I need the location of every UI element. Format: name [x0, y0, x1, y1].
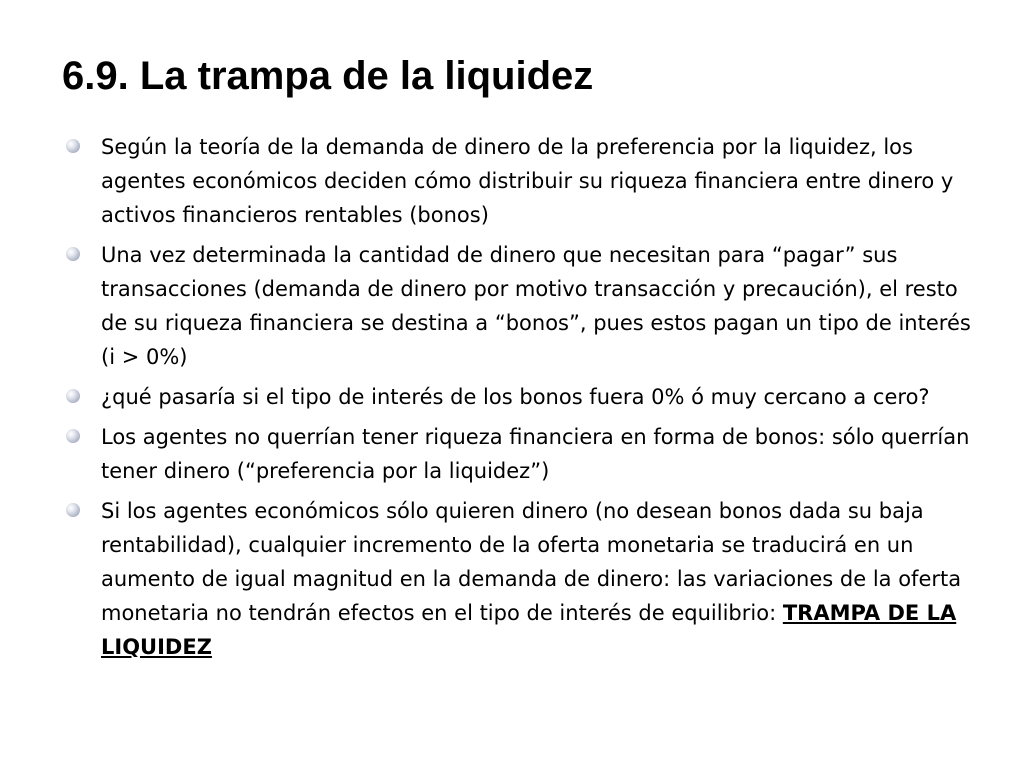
bullet-dot-icon — [66, 389, 80, 403]
bullet-dot-icon — [66, 139, 80, 153]
bullet-item — [62, 494, 982, 664]
bullet-text: Según la teoría de la demanda de dinero de la preferencia por la liquidez, los agentes económicos deciden cómo distribuir su riqueza financiera entre dinero y activos financieros rentables (bonos) — [101, 135, 954, 227]
emphasized-term: TRAMPA DE LA LIQUIDEZ — [101, 601, 957, 659]
bullet-text: Si los agentes económicos sólo quieren dinero (no desean bonos dada su baja rentabilidad), cualquier incremento de la oferta monetaria se traducirá en un aumento de igual magnitud en la demanda de dinero: las variaciones de la oferta monetaria no tendrán efectos en el tipo de interés de equilibrio: — [101, 499, 962, 625]
bullet-dot-icon — [66, 503, 80, 517]
bullet-item — [62, 380, 982, 414]
bullet-dot-icon — [66, 429, 80, 443]
bullet-item — [62, 420, 982, 488]
bullet-text: Los agentes no querrían tener riqueza financiera en forma de bonos: sólo querrían tener dinero (“preferencia por la liquidez”) — [101, 425, 970, 483]
bullet-text: Una vez determinada la cantidad de dinero que necesitan para “pagar” sus transacciones (demanda de dinero por motivo transacción y precaución), el resto de su riqueza financiera se destina a “bonos”, pues estos pagan un tipo de interés (i > 0%) — [101, 243, 971, 369]
bullet-item — [62, 238, 982, 374]
slide-title: 6.9. La trampa de la liquidez — [62, 54, 594, 98]
bullet-text: ¿qué pasaría si el tipo de interés de los bonos fuera 0% ó muy cercano a cero? — [101, 385, 930, 409]
bullet-dot-icon — [66, 247, 80, 261]
bullet-list — [62, 130, 982, 670]
bullet-item — [62, 130, 982, 232]
